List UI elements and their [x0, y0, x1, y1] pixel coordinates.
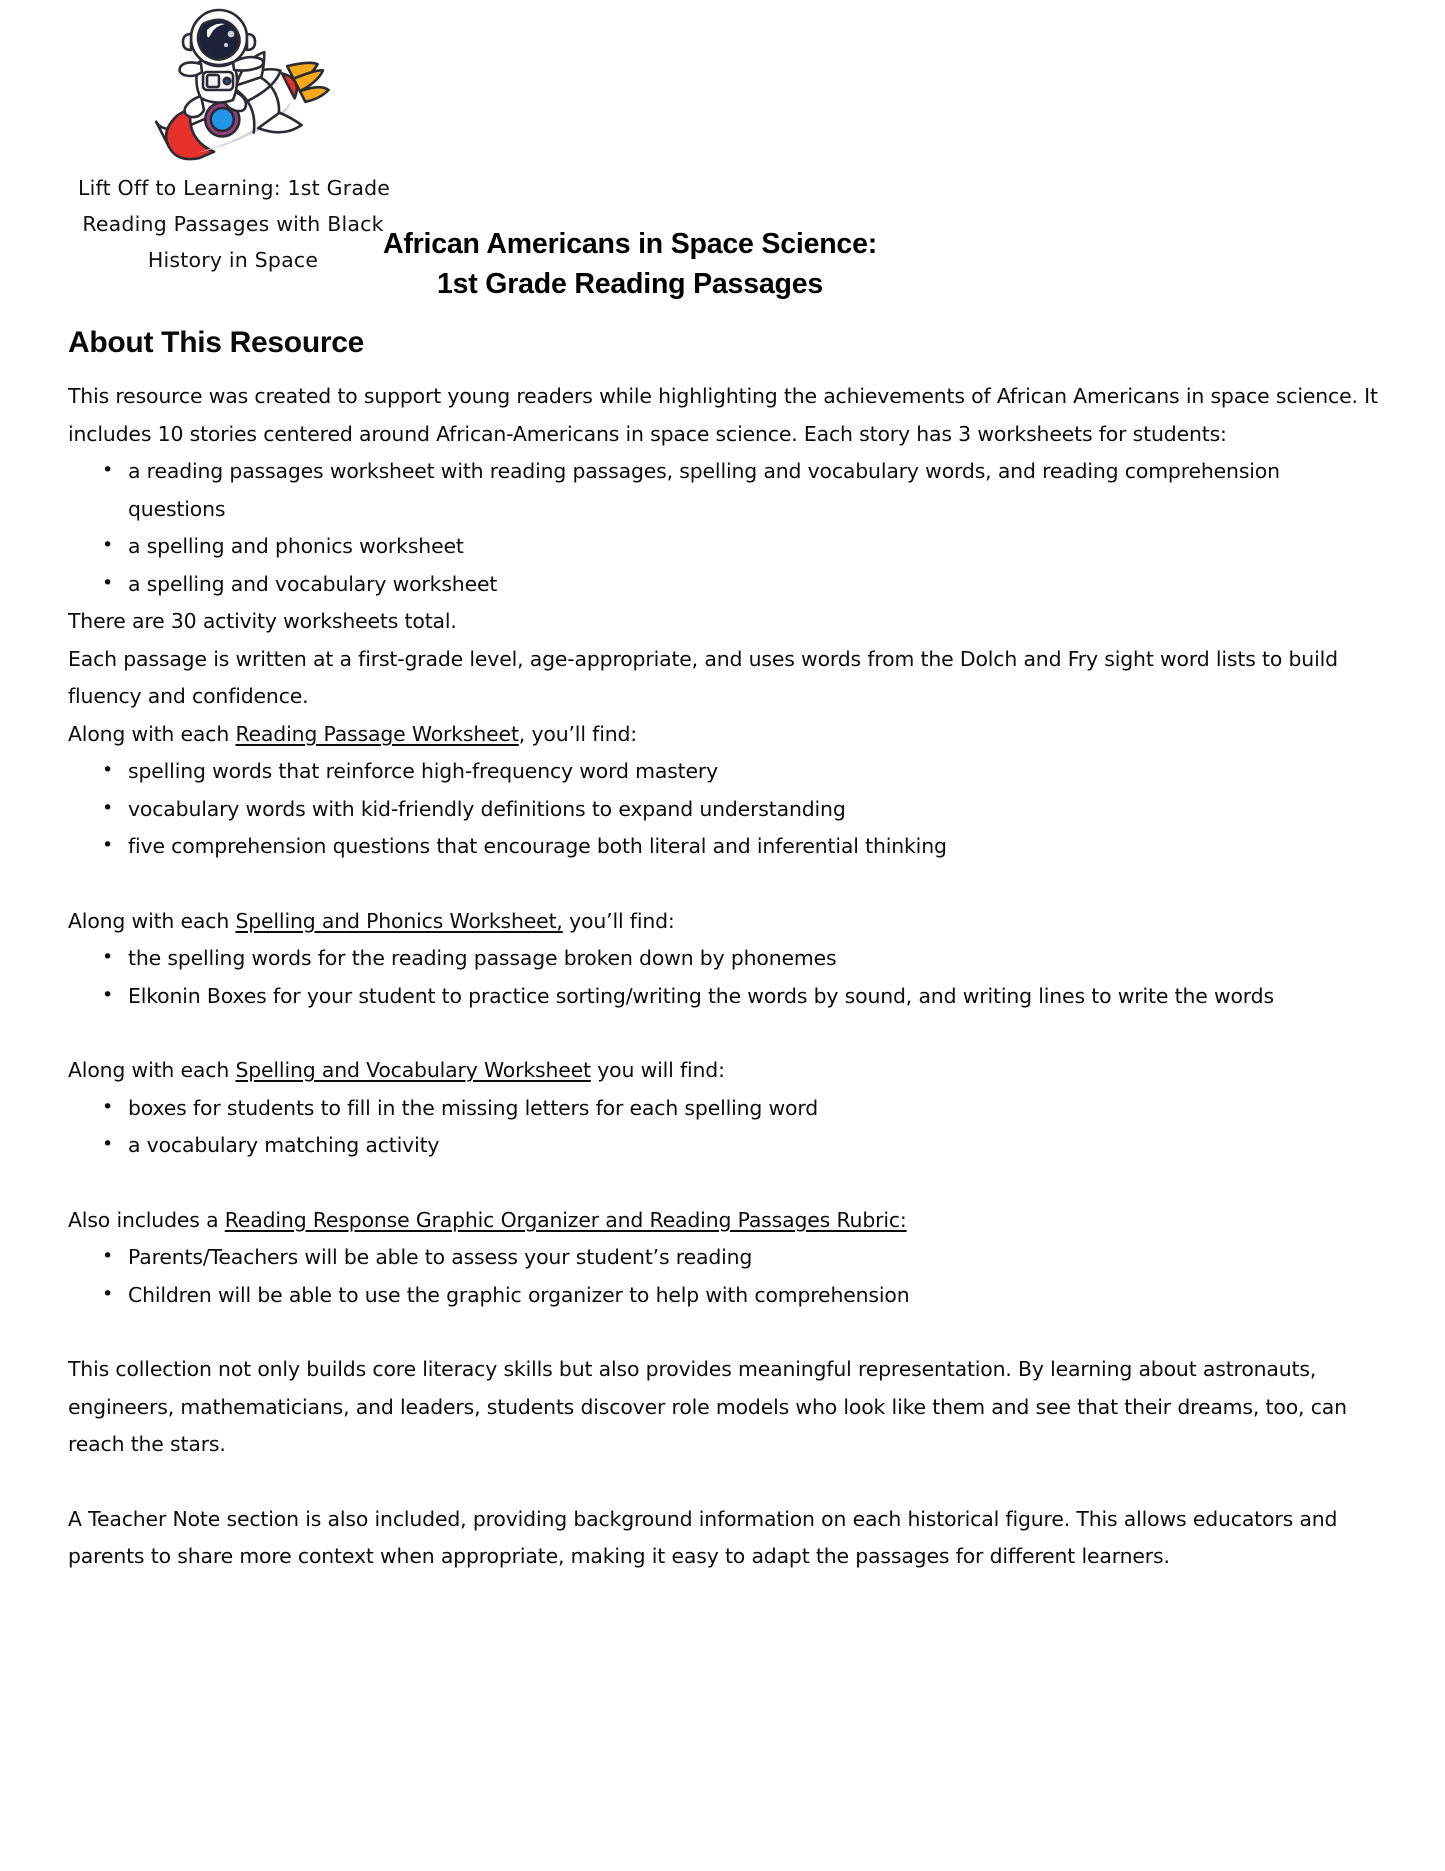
logo-caption-line-2: Reading Passages with Black [82, 212, 384, 236]
spelling-vocabulary-worksheet-label: Spelling and Vocabulary Worksheet [235, 1058, 591, 1082]
vocabulary-bullet-list [68, 1090, 1378, 1165]
list-item: • vocabulary words with kid-friendly definitions to expand understanding [98, 791, 1378, 829]
extras-lead [68, 1202, 1378, 1240]
list-item: • Children will be able to use the graphic organizer to help with comprehension [98, 1277, 1378, 1315]
logo-caption-line-3: History in Space [147, 248, 319, 272]
lead-suffix: you will find: [590, 1058, 725, 1082]
reading-passage-worksheet-label: Reading Passage Worksheet [235, 721, 519, 746]
extras-bullet-list [68, 1239, 1378, 1314]
section-spacer [68, 1464, 1378, 1501]
list-item: • a spelling and phonics worksheet [98, 528, 1378, 566]
section-heading-about: About This Resource [68, 326, 364, 359]
section-spacer [68, 1015, 1378, 1052]
list-item: • a spelling and vocabulary worksheet [98, 566, 1378, 604]
reading-level-line: Each passage is written at a first-grade level, age-appropriate, and uses words from the Dolch and Fry sight word lists to build fluency and confidence. [68, 646, 1338, 708]
lead-prefix: Along with each [68, 908, 236, 933]
list-item: • Parents/Teachers will be able to assess your student’s reading [98, 1239, 1378, 1277]
section-spacer [68, 866, 1378, 903]
lead-prefix: Along with each [68, 1058, 236, 1082]
list-item: • Elkonin Boxes for your student to practice sorting/writing the words by sound, and writing lines to write the words [98, 978, 1378, 1016]
list-item: • spelling words that reinforce high-frequency word mastery [98, 753, 1378, 791]
worksheet-total-line: There are 30 activity worksheets total. [68, 609, 457, 633]
page-title-line-2: 1st Grade Reading Passages [436, 268, 824, 300]
logo-caption-line-1: Lift Off to Learning: 1st Grade [78, 176, 391, 200]
lead-prefix: Along with each [68, 721, 236, 746]
phonics-bullet-list [68, 940, 1378, 1015]
lead-suffix: , you’ll find: [518, 721, 637, 746]
list-item: • boxes for students to fill in the missing letters for each spelling word [98, 1090, 1378, 1128]
list-item: • a reading passages worksheet with reading passages, spelling and vocabulary words, and reading comprehension questions [98, 453, 1378, 528]
reading-passage-bullet-list [68, 753, 1378, 866]
list-item: • the spelling words for the reading passage broken down by phonemes [98, 940, 1378, 978]
lead-prefix: Also includes a [68, 1207, 225, 1232]
graphic-organizer-rubric-label: Reading Response Graphic Organizer and Reading Passages Rubric: [224, 1207, 907, 1232]
document-body [68, 378, 1378, 1576]
lead-suffix: you’ll find: [562, 908, 675, 933]
reading-passage-lead [68, 716, 1378, 754]
section-spacer [68, 1314, 1378, 1351]
list-item: • five comprehension questions that encourage both literal and inferential thinking [98, 828, 1378, 866]
vocabulary-lead [68, 1052, 1378, 1090]
intro-bullet-list [68, 453, 1378, 603]
spelling-phonics-worksheet-label: Spelling and Phonics Worksheet, [235, 908, 563, 933]
list-item: • a vocabulary matching activity [98, 1127, 1378, 1165]
page-title-line-1: African Americans in Space Science: [382, 228, 878, 260]
intro-paragraph: This resource was created to support young readers while highlighting the achievements of African Americans in space science. It includes 10 stories centered around African-Americans in space science. Each story has 3 worksheets for students: [68, 384, 1378, 446]
section-spacer [68, 1165, 1378, 1202]
phonics-lead [68, 903, 1378, 941]
closing-paragraph-1: This collection not only builds core literacy skills but also provides meaningful representation. By learning about astronauts, engineers, mathematicians, and leaders, students discover role models who look like them and see that their dreams, too, can reach the stars. [68, 1357, 1347, 1456]
page-title [330, 224, 930, 304]
closing-paragraph-2: A Teacher Note section is also included, providing background information on each historical figure. This allows educators and parents to share more context when appropriate, making it easy to adapt the passages for different learners. [68, 1506, 1338, 1568]
astronaut-on-rocket-icon [123, 4, 343, 164]
